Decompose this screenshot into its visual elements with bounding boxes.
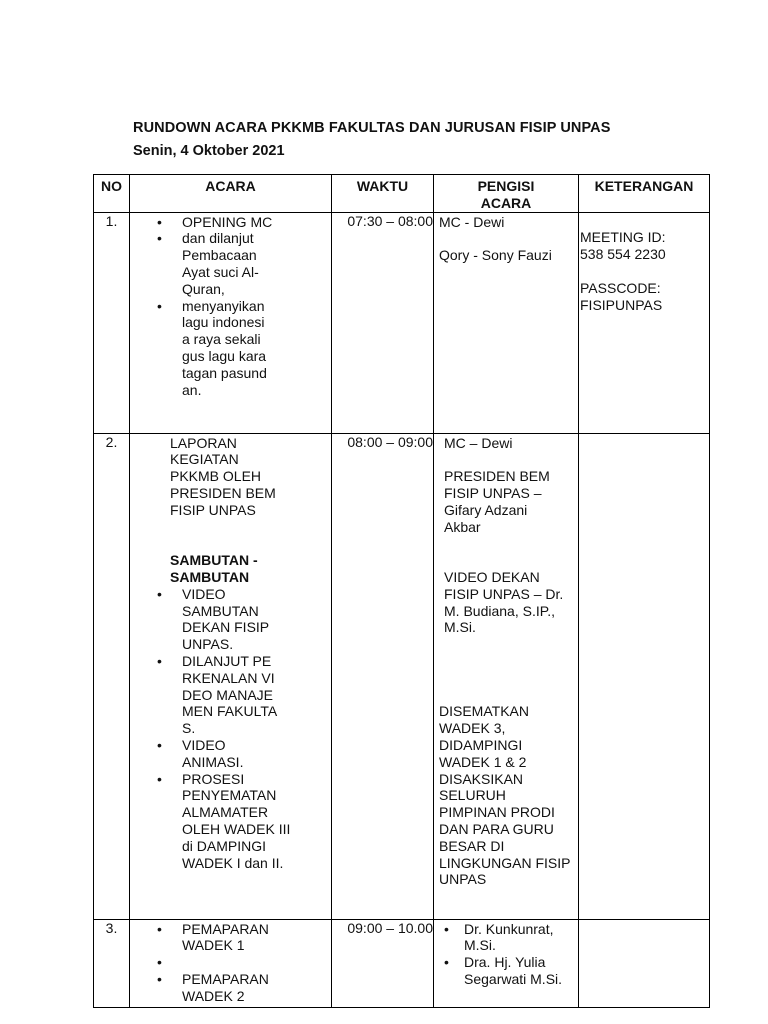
pengisi-bullet: • Dr. Kunkunrat, M.Si. — [434, 921, 569, 955]
pengisi-video-dekan: VIDEO DEKAN FISIP UNPAS – Dr. M. Budiana, S.IP., M.Si. — [444, 568, 564, 636]
header-acara: ACARA — [130, 175, 332, 213]
pengisi-bullet: • Dra. Hj. Yulia Segarwati M.Si. — [434, 954, 569, 988]
pengisi-cell — [434, 433, 579, 919]
acara-bullet: • menyanyikan lagu indonesia raya sekaligus lagu karatagan pasundan. — [130, 298, 268, 399]
table-row — [94, 212, 710, 433]
header-waktu: WAKTU — [332, 175, 434, 213]
row-number: 3. — [94, 919, 130, 1007]
header-no: NO — [94, 175, 130, 213]
acara-bullet: • dan dilanjut Pembacaan Ayat suci Al-Quran, — [130, 230, 274, 297]
acara-bullet: • VIDEO ANIMASI. — [130, 737, 272, 771]
pengisi-presiden: PRESIDEN BEM FISIP UNPAS – Gifary Adzani Akbar — [444, 468, 550, 535]
keterangan-cell — [579, 212, 710, 433]
acara-cell — [130, 919, 332, 1007]
acara-bullet: • VIDEO SAMBUTAN DEKAN FISIP UNPAS. — [130, 586, 272, 653]
header-keterangan: KETERANGAN — [579, 175, 710, 213]
row-number: 1. — [94, 212, 130, 433]
acara-bullet: • PEMAPARAN WADEK 2 — [130, 971, 282, 1005]
page-date: Senin, 4 Oktober 2021 — [133, 143, 285, 159]
page-title: RUNDOWN ACARA PKKMB FAKULTAS DAN JURUSAN FISIP UNPAS — [133, 120, 611, 136]
meeting-id-value: 538 554 2230 — [580, 246, 666, 263]
rundown-table — [93, 174, 710, 1008]
meeting-id-label: MEETING ID: — [580, 229, 666, 246]
acara-bullet: • PROSESI PENYEMATAN ALMAMATER OLEH WADEK III di DAMPINGI WADEK I dan II. — [130, 771, 300, 872]
section-heading: SAMBUTAN - SAMBUTAN — [170, 552, 258, 585]
pengisi-mc: MC – Dewi — [444, 434, 513, 451]
acara-bullet: • OPENING MC — [130, 214, 302, 231]
pengisi-qory: Qory - Sony Fauzi — [439, 247, 552, 264]
table-row — [94, 919, 710, 1007]
waktu-cell: 09:00 – 10.00 — [332, 919, 434, 1007]
passcode-value: FISIPUNPAS — [580, 296, 663, 313]
table-header-row — [94, 175, 710, 213]
acara-intro: LAPORAN KEGIATAN PKKMB OLEH PRESIDEN BEM FISIP UNPAS — [170, 434, 276, 518]
acara-bullet: • PEMAPARAN WADEK 1 — [130, 921, 282, 955]
pengisi-disematkan: DISEMATKAN WADEK 3, DIDAMPINGI WADEK 1 & 2 DISAKSIKAN SELURUH PIMPINAN PRODI DAN PARA GURU BESAR DI LINGKUNGAN FISIP UNPAS — [439, 703, 571, 888]
waktu-cell: 07:30 – 08:00 — [332, 212, 434, 433]
acara-cell — [130, 433, 332, 919]
row-number: 2. — [94, 433, 130, 919]
pengisi-mc: MC - Dewi — [439, 213, 505, 230]
acara-cell — [130, 212, 332, 433]
keterangan-cell — [579, 433, 710, 919]
pengisi-cell — [434, 919, 579, 1007]
pengisi-cell — [434, 212, 579, 433]
passcode-label: PASSCODE: — [580, 279, 661, 296]
table-row — [94, 433, 710, 919]
acara-bullet: • DILANJUT PERKENALAN VIDEO MANAJEMEN FAKULTAS. — [130, 653, 280, 737]
header-pengisi: PENGISI ACARA — [434, 175, 579, 213]
keterangan-cell — [579, 919, 710, 1007]
waktu-cell: 08:00 – 09:00 — [332, 433, 434, 919]
